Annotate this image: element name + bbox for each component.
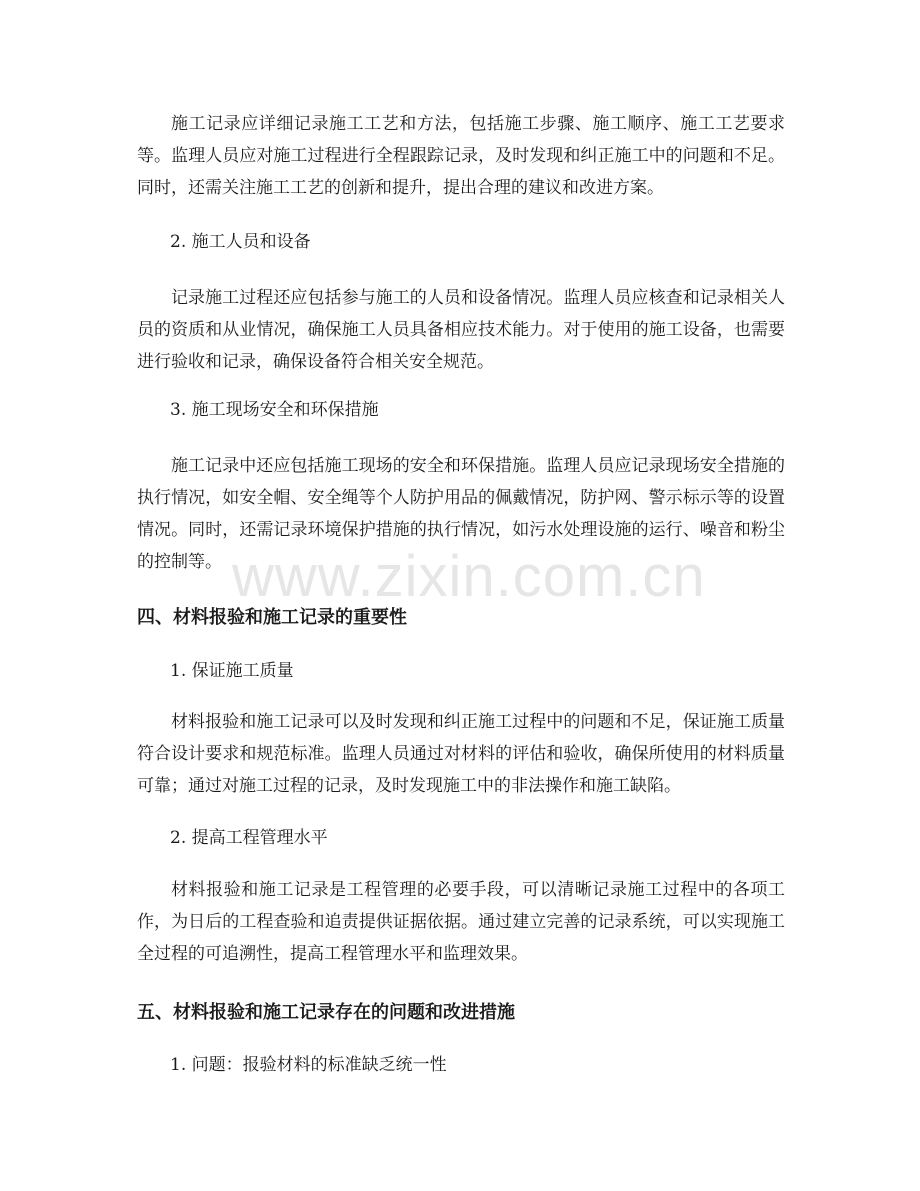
list-item-quality: 1. 保证施工质量 [170,661,294,681]
paragraph-management: 材料报验和施工记录是工程管理的必要手段，可以清晰记录施工过程中的各项工作，为日后的工程查验和追责提供证据依据。通过建立完善的记录系统，可以实现施工全过程的可追溯性，提高工程管理水平和监理效果。 [137,880,785,964]
watermark: www.zixin.com.cn [232,544,706,609]
paragraph-personnel-equipment: 记录施工过程还应包括参与施工的人员和设备情况。监理人员应核查和记录相关人员的资质和从业情况，确保施工人员具备相应技术能力。对于使用的施工设备，也需要进行验收和记录，确保设备符合相关安全规范。 [137,288,785,372]
list-item-site-safety: 3. 施工现场安全和环保措施 [170,400,379,420]
paragraph-quality: 材料报验和施工记录可以及时发现和纠正施工过程中的问题和不足，保证施工质量符合设计要求和规范标准。监理人员通过对材料的评估和验收，确保所使用的材料质量可靠；通过对施工过程的记录，及时发现施工中的非法操作和施工缺陷。 [137,712,785,796]
list-item-problem-standard: 1. 问题：报验材料的标准缺乏统一性 [170,1055,447,1075]
section-heading-problems: 五、材料报验和施工记录存在的问题和改进措施 [137,1002,515,1023]
paragraph-site-safety: 施工记录中还应包括施工现场的安全和环保措施。监理人员应记录现场安全措施的执行情况，如安全帽、安全绳等个人防护用品的佩戴情况，防护网、警示标示等的设置情况。同时，还需记录环境保护措施的执行情况，如污水处理设施的运行、噪音和粉尘的控制等。 [137,456,785,572]
list-item-personnel-equipment: 2. 施工人员和设备 [170,232,311,252]
list-item-management: 2. 提高工程管理水平 [170,828,328,848]
section-heading-importance: 四、材料报验和施工记录的重要性 [137,607,407,628]
paragraph-construction-process: 施工记录应详细记录施工工艺和方法，包括施工步骤、施工顺序、施工工艺要求等。监理人员应对施工过程进行全程跟踪记录，及时发现和纠正施工中的问题和不足。同时，还需关注施工工艺的创新和提升，提出合理的建议和改进方案。 [137,114,785,198]
